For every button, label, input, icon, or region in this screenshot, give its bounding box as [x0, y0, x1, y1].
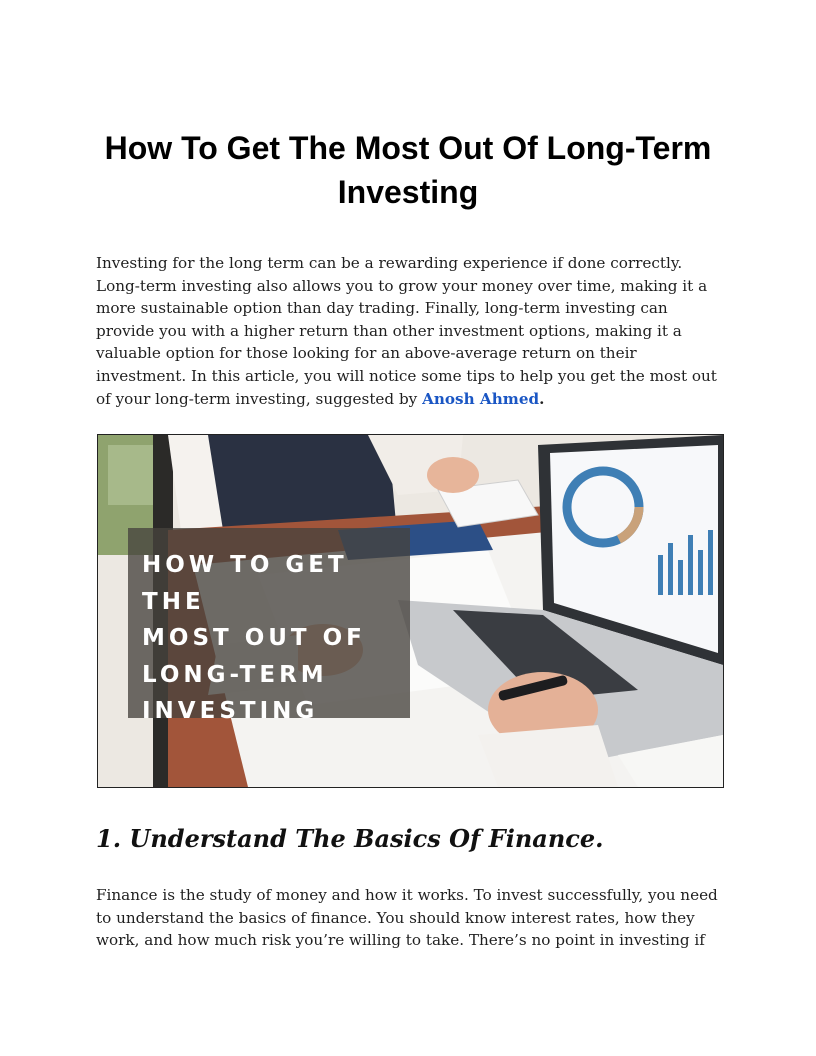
intro-text: Investing for the long term can be a rewarding experience if done correctly. Long-term investing also allows you to grow your money over time, making it a more sustainable option than day trading. Finally, long-term investing can provide you with a higher return than other investment options, making it a valuable option for those looking for an above-average return on their investment. In this article, you will notice some tips to help you get the most out of your long-term investing, suggested by [96, 254, 717, 408]
intro-paragraph [96, 252, 720, 410]
author-link[interactable]: Anosh Ahmed [422, 389, 540, 408]
section-heading: 1. Understand The Basics Of Finance. [96, 824, 604, 853]
page-title: How To Get The Most Out Of Long-Term Investing [104, 130, 712, 210]
intro-end: . [539, 389, 545, 408]
section-paragraph: Finance is the study of money and how it works. To invest successfully, you need to understand the basics of finance. You should know interest rates, how they work, and how much risk you’re willing to take. There’s no point in investing if [96, 886, 718, 950]
hero-overlay-text: HOW TO GET THE MOST OUT OF LONG-TERM INVESTING [142, 552, 366, 724]
